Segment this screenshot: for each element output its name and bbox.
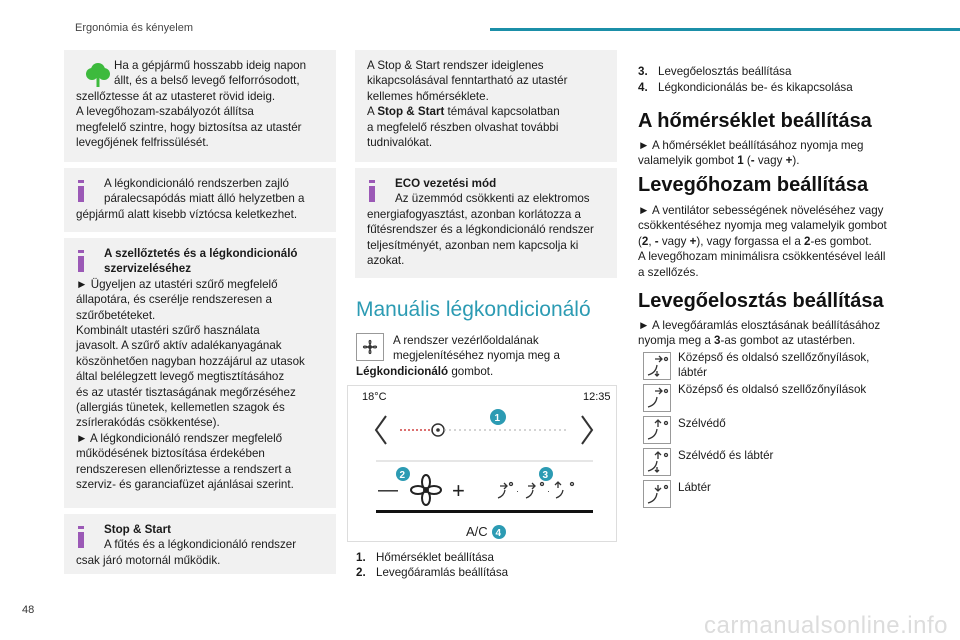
note-line: szerviz- és garanciafüzet ajánlásai szerint. xyxy=(76,478,294,492)
note-line: tudnivalókat. xyxy=(367,136,433,150)
vents-icon xyxy=(643,384,671,412)
fan-symbol xyxy=(411,475,441,505)
text-span: -as gombot az utastérben. xyxy=(720,334,856,348)
note-line: teljesítményét, azonban nem kapcsolja ki xyxy=(367,238,579,252)
page-number: 48 xyxy=(22,604,35,616)
note-line: által belélegzett levegő megtisztításához xyxy=(76,370,285,384)
text-span: vagy xyxy=(754,154,786,168)
text-line: A levegőhozam minimálisra csökkentésével leáll xyxy=(638,250,886,264)
note-line: rendszeresen ellenőriztesse a rendszert a xyxy=(76,462,292,476)
distrib-icons xyxy=(498,482,574,498)
badge-4-label: 4 xyxy=(495,528,502,539)
text-line xyxy=(638,153,918,168)
text-span: -es gombot. xyxy=(810,234,872,248)
screen-time: 12:35 xyxy=(583,391,611,403)
note-line: kikapcsolásával fenntartható az utastér xyxy=(367,74,568,88)
badge-1-label: 1 xyxy=(494,413,501,424)
note-line: állapotára, és cserélje rendszeresen a xyxy=(76,293,272,307)
text-span: témával kapcsolatban xyxy=(444,105,560,119)
note-line: páralecsapódás miatt álló helyzetben a xyxy=(104,192,305,206)
text-span: - xyxy=(654,234,659,248)
note-line: Ha a gépjármű hosszabb ideig napon xyxy=(114,59,307,72)
vents-footwell-icon xyxy=(643,352,671,380)
list-label: Levegőelosztás beállítása xyxy=(658,65,792,78)
note-line: ► Ügyeljen az utastéri szűrő megfelelő xyxy=(76,277,278,291)
note-line: csak járó motornál működik. xyxy=(76,553,221,567)
text-line: ► A levegőáramlás elosztásának beállításához xyxy=(638,319,881,332)
note-line: A légkondicionáló rendszerben zajló xyxy=(104,177,289,190)
note-line: Kombinált utastéri szűrő használata xyxy=(76,324,260,338)
option-line: Középső és oldalsó szellőzőnyílások xyxy=(678,383,867,396)
temp-increase-arrow xyxy=(582,416,592,444)
flow-text xyxy=(638,203,918,280)
text-span: A xyxy=(367,105,378,119)
text-span: , xyxy=(648,234,655,248)
intro-line xyxy=(356,364,618,379)
note-line: azokat. xyxy=(367,254,405,268)
note-line: A Stop & Start rendszer ideiglenes xyxy=(367,59,544,72)
option-line: Szélvédő és lábtér xyxy=(678,449,774,462)
text-line: a szellőzés. xyxy=(638,265,699,279)
note-box-service xyxy=(64,238,336,508)
tree-icon xyxy=(84,60,112,88)
text-span: + xyxy=(785,154,793,168)
note-line: zsírlerakódás csökkentése). xyxy=(76,416,220,430)
watermark: carmanualsonline.info xyxy=(704,612,948,639)
header-title: Ergonómia és kényelem xyxy=(75,22,194,34)
text-span: Légkondicionáló xyxy=(356,364,449,378)
windscreen-icon xyxy=(643,416,671,444)
badge-3-label: 3 xyxy=(542,470,549,481)
note-box-condensation xyxy=(64,168,336,232)
note-line: és az utastér tisztaságának megőrzéséhez xyxy=(76,385,296,399)
info-icon xyxy=(76,180,86,202)
list-num: 1. xyxy=(356,551,366,564)
text-span: 2 xyxy=(804,234,811,248)
note-title: ECO vezetési mód xyxy=(395,177,497,190)
climate-screen-art xyxy=(348,386,618,543)
text-span: - xyxy=(750,154,755,168)
option-label xyxy=(678,448,908,463)
svg-text:·: · xyxy=(516,486,519,496)
option-label xyxy=(678,350,908,380)
info-icon xyxy=(76,250,86,272)
footwell-icon xyxy=(643,480,671,508)
list-item xyxy=(638,80,853,95)
svg-text:·: · xyxy=(547,486,550,496)
list-num: 4. xyxy=(638,81,648,94)
header-accent-bar xyxy=(490,28,960,31)
note-line: kellemes hőmérséklete. xyxy=(367,89,489,103)
note-line: állt, és a belső levegő felforrósodott, xyxy=(114,74,300,88)
note-line: javasolt. A szűrő aktív adalékanyagának xyxy=(76,339,282,353)
text-line xyxy=(638,234,918,249)
climate-screen xyxy=(347,385,617,542)
distrib-text xyxy=(638,318,918,349)
fan-plus: + xyxy=(452,478,465,503)
note-box-eco xyxy=(355,168,617,278)
text-line: ► A ventilátor sebességének növeléséhez vagy xyxy=(638,204,884,217)
section-title-distribution: Levegőelosztás beállítása xyxy=(638,290,884,312)
intro-text xyxy=(356,333,618,379)
option-line: Szélvédő xyxy=(678,417,726,430)
note-line: működésének biztosítása érdekében xyxy=(76,447,265,461)
note-line: levegőjének felfrissülését. xyxy=(76,136,209,150)
text-span: ). xyxy=(792,154,800,168)
note-line: köszönhetően nagyban hozzájárul az utasok xyxy=(76,354,305,368)
option-label xyxy=(678,382,908,397)
option-line: lábtér xyxy=(678,366,708,379)
text-line: ► A hőmérséklet beállításához nyomja meg xyxy=(638,139,864,152)
note-line: ► A légkondicionáló rendszer megfelelő xyxy=(76,431,283,445)
list-item xyxy=(638,64,791,79)
note-title: A szellőztetés és a légkondicionáló xyxy=(104,247,298,260)
text-span: nyomja meg a xyxy=(638,334,715,348)
option-line: Középső és oldalsó szellőzőnyílások, xyxy=(678,351,870,364)
windscreen-footwell-icon xyxy=(643,448,671,476)
text-span: vagy xyxy=(658,234,690,248)
note-line: fűtésrendszer és a légkondicionáló rendszer xyxy=(367,223,594,237)
ac-label: A/C xyxy=(466,524,488,539)
note-title: Stop & Start xyxy=(104,523,171,536)
section-title-temperature: A hőmérséklet beállítása xyxy=(638,110,872,132)
option-line: Lábtér xyxy=(678,481,711,494)
list-item xyxy=(356,550,494,565)
note-line: szűrőbetéteket. xyxy=(76,308,156,322)
note-line: a megfelelő részben olvashat további xyxy=(367,120,559,134)
note-line: energiafogyasztást, azonban korlátozza a xyxy=(367,207,581,221)
text-span: 3 xyxy=(714,334,721,348)
option-label xyxy=(678,480,908,495)
temp-text xyxy=(638,138,918,169)
note-box-stopstart xyxy=(64,514,336,574)
intro-line: A rendszer vezérlőoldalának xyxy=(393,334,539,347)
list-num: 2. xyxy=(356,566,366,579)
note-box-sun xyxy=(64,50,336,162)
note-line: A fűtés és a légkondicionáló rendszer xyxy=(104,538,297,552)
list-num: 3. xyxy=(638,65,648,78)
text-span: valamelyik gombot xyxy=(638,154,738,168)
note-line: A levegőhozam-szabályozót állítsa xyxy=(76,105,254,119)
note-line xyxy=(367,104,605,119)
section-title-flow: Levegőhozam beállítása xyxy=(638,174,869,196)
badge-2-label: 2 xyxy=(399,470,406,481)
text-span: Stop & Start xyxy=(377,105,445,119)
section-title-manual-ac: Manuális légkondicionáló xyxy=(356,298,591,321)
fan-level-bar xyxy=(376,510,593,513)
list-label: Levegőáramlás beállítása xyxy=(376,566,509,579)
screen-temp: 18°C xyxy=(362,391,387,403)
temp-decrease-arrow xyxy=(376,416,386,444)
list-item xyxy=(356,565,508,580)
info-icon xyxy=(367,180,377,202)
note-line: szellőztesse át az utasteret rövid ideig. xyxy=(76,89,276,103)
text-span: ( xyxy=(638,234,642,248)
note-title: szervizeléséhez xyxy=(104,262,192,276)
option-label xyxy=(678,416,908,431)
info-icon xyxy=(76,526,86,548)
fan-minus: — xyxy=(378,479,398,501)
note-line: Az üzemmód csökkenti az elektromos xyxy=(395,192,590,206)
text-span: ( xyxy=(743,154,751,168)
note-box-stopstart-cont xyxy=(355,50,617,162)
text-span: + xyxy=(689,234,697,248)
text-span: 1 xyxy=(737,154,744,168)
text-line: csökkentéséhez nyomja meg valamelyik gombot xyxy=(638,219,887,233)
text-line xyxy=(638,333,918,348)
text-span: 2 xyxy=(641,234,649,248)
note-line: (allergiás tünetek, kellemetlen szagok és xyxy=(76,401,285,415)
note-line: gépjármű alatt kisebb víztócsa keletkezhet. xyxy=(76,207,298,221)
list-label: Hőmérséklet beállítása xyxy=(376,551,494,564)
note-line: megfelelő szintre, hogy biztosítsa az utastér xyxy=(76,120,302,134)
text-span: ), vagy forgassa el a xyxy=(696,234,804,248)
text-span: gombot. xyxy=(448,364,494,378)
intro-line: megjelenítéséhez nyomja meg a xyxy=(393,349,560,363)
list-label: Légkondicionálás be- és kikapcsolása xyxy=(658,81,853,94)
